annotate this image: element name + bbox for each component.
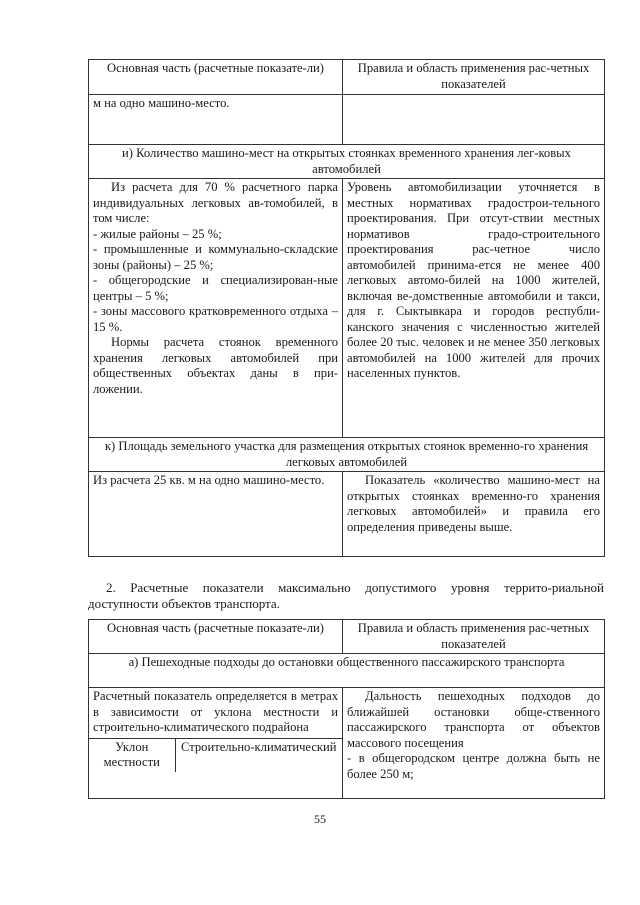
slope-subtable-header	[89, 738, 342, 772]
regulation-table-1	[88, 59, 605, 557]
table-header-row	[89, 620, 605, 654]
section-title-i: и) Количество машино-мест на открытых стоянках временного хранения лег-ковых автомобилей	[89, 145, 605, 179]
parking-count-list-item: - зоны массового кратковременного отдыха – 15 %.	[93, 304, 338, 334]
regulation-table-2	[88, 619, 605, 799]
pedestrian-rules-paragraph: Дальность пешеходных подходов до ближайшей остановки обще-ственного пассажирского транспорта от объектов массового посещения	[347, 689, 600, 750]
table-row	[89, 472, 605, 557]
parking-count-list-item: - промышленные и коммунально-складские зоны (районы) – 25 %;	[93, 242, 338, 272]
slope-subtable	[89, 738, 342, 772]
header-rules-scope: Правила и область применения рас-четных показателей	[343, 620, 605, 654]
table-row	[89, 179, 605, 438]
pedestrian-rules	[343, 688, 605, 799]
parking-count-paragraph: Из расчета для 70 % расчетного парка индивидуальных легковых ав-томобилей, в том числе:	[93, 180, 338, 225]
section-row-k	[89, 438, 605, 472]
table-row	[89, 95, 605, 145]
section-row-a	[89, 654, 605, 688]
parking-count-list-item: - жилые районы – 25 %;	[93, 226, 222, 241]
table-row	[89, 688, 605, 799]
section-caption: 2. Расчетные показатели максимально допустимого уровня террито-риальной доступности объектов транспорта.	[88, 580, 604, 611]
parking-count-list-item: - общегородские и специализирован-ные центры – 5 %;	[93, 273, 338, 303]
parking-area-rules: Показатель «количество машино-мест на открытых стоянках временно-го хранения легковых автомобилей» и правила его определения приведены выше.	[343, 472, 605, 557]
row-cell-left: м на одно машино-место.	[89, 95, 343, 145]
section-title-k: к) Площадь земельного участка для размещения открытых стоянок временно-го хранения легковых автомобилей	[89, 438, 605, 472]
header-main-part: Основная часть (расчетные показате-ли)	[89, 620, 343, 654]
parking-count-paragraph: Нормы расчета стоянок временного хранения легковых автомобилей при общественных объектах даны в при-ложении.	[93, 335, 338, 396]
parking-count-rules: Уровень автомобилизации уточняется в местных нормативах градострои-тельного проектирования. При отсут-ствии местных нормативов градо-строительного проектирования рас-четное число автомобилей принима-ется не менее 400 легковых автомо-билей на 1000 жителей, включая ве-домственные автомобили и такси, для г. Сыктывкара и городов республи-канского значения с численностью жителей более 20 тыс. человек и не менее 350 легковых автомобилей на 1000 жителей для прочих населенных пунктов.	[343, 179, 605, 438]
climate-column-header: Строительно-климатический	[175, 738, 342, 772]
pedestrian-main-text: Расчетный показатель определяется в метрах в зависимости от уклона местности и строительно-климатического подрайона	[93, 689, 338, 734]
section-row-i	[89, 145, 605, 179]
page-number: 55	[314, 812, 326, 826]
slope-column-header: Уклон местности	[89, 738, 175, 772]
pedestrian-rules-list-item: - в общегородском центре должна быть не более 250 м;	[347, 751, 600, 781]
header-main-part: Основная часть (расчетные показате-ли)	[89, 60, 343, 95]
pedestrian-main	[89, 688, 343, 799]
section-title-a: а) Пешеходные подходы до остановки общественного пассажирского транспорта	[89, 654, 605, 688]
table-header-row	[89, 60, 605, 95]
header-rules-scope: Правила и область применения рас-четных показателей	[343, 60, 605, 95]
parking-area-main: Из расчета 25 кв. м на одно машино-место.	[89, 472, 343, 557]
row-cell-right	[343, 95, 605, 145]
parking-count-main	[89, 179, 343, 438]
